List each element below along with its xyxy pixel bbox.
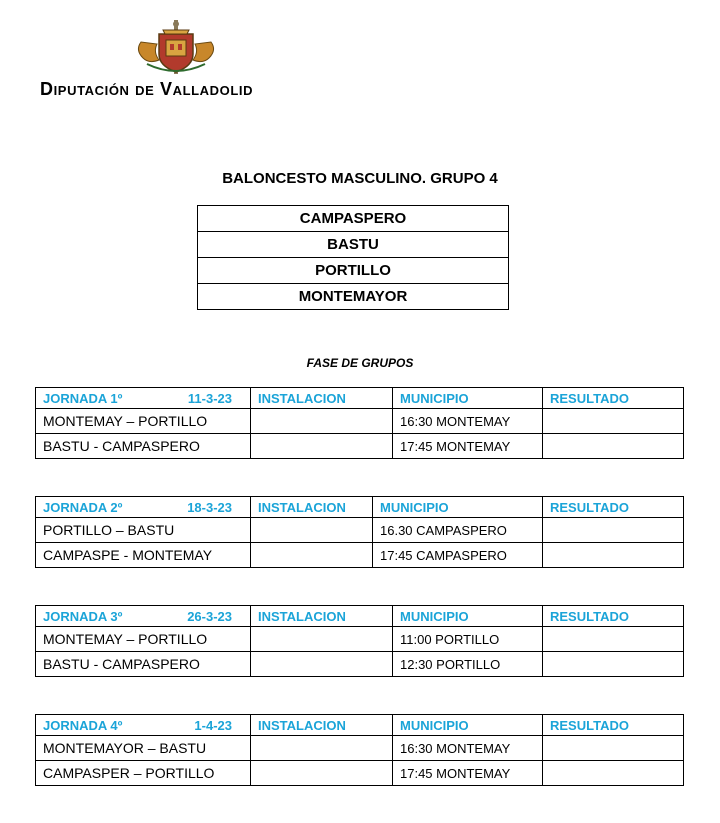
installation-header: INSTALACION	[251, 715, 393, 736]
municipality-header: MUNICIPIO	[393, 715, 543, 736]
match-installation	[251, 627, 393, 652]
round-table	[35, 714, 684, 786]
match-time: 16:30 MONTEMAY	[393, 736, 543, 761]
round-date: 11-3-23	[187, 390, 232, 406]
match-row	[36, 543, 684, 568]
match-result	[543, 627, 684, 652]
municipality-header: MUNICIPIO	[373, 497, 543, 518]
round-header-row	[36, 606, 684, 627]
round-label: JORNADA 1º	[43, 390, 123, 406]
match-row	[36, 518, 684, 543]
municipality-header: MUNICIPIO	[393, 606, 543, 627]
team-name: CAMPASPERO	[198, 206, 509, 232]
match-teams: BASTU - CAMPASPERO	[36, 652, 251, 677]
match-row	[36, 627, 684, 652]
round-table	[35, 387, 684, 459]
match-time: 11:00 PORTILLO	[393, 627, 543, 652]
round-table	[35, 605, 684, 677]
match-installation	[251, 518, 373, 543]
round-date: 1-4-23	[194, 717, 232, 733]
match-teams: MONTEMAY – PORTILLO	[36, 627, 251, 652]
round-header-row	[36, 388, 684, 409]
match-result	[543, 434, 684, 459]
result-header: RESULTADO	[543, 497, 684, 518]
round-date: 26-3-23	[187, 608, 232, 624]
round-label: JORNADA 4º	[43, 717, 123, 733]
match-teams: CAMPASPER – PORTILLO	[36, 761, 251, 786]
result-header: RESULTADO	[543, 606, 684, 627]
installation-header: INSTALACION	[251, 606, 393, 627]
coat-of-arms-icon	[133, 20, 219, 76]
match-row	[36, 761, 684, 786]
match-result	[543, 543, 684, 568]
match-installation	[251, 409, 393, 434]
match-time: 16:30 MONTEMAY	[393, 409, 543, 434]
result-header: RESULTADO	[543, 388, 684, 409]
match-teams: MONTEMAYOR – BASTU	[36, 736, 251, 761]
round-table	[35, 496, 684, 568]
match-teams: MONTEMAY – PORTILLO	[36, 409, 251, 434]
match-installation	[251, 761, 393, 786]
match-result	[543, 736, 684, 761]
match-time: 16.30 CAMPASPERO	[373, 518, 543, 543]
match-result	[543, 761, 684, 786]
match-teams: CAMPASPE - MONTEMAY	[36, 543, 251, 568]
match-result	[543, 652, 684, 677]
result-header: RESULTADO	[543, 715, 684, 736]
match-row	[36, 409, 684, 434]
match-installation	[251, 434, 393, 459]
match-teams: BASTU - CAMPASPERO	[36, 434, 251, 459]
match-installation	[251, 736, 393, 761]
teams-table	[197, 205, 509, 310]
municipality-header: MUNICIPIO	[393, 388, 543, 409]
match-time: 17:45 MONTEMAY	[393, 761, 543, 786]
team-name: BASTU	[198, 232, 509, 258]
round-header-row	[36, 497, 684, 518]
page-title: BALONCESTO MASCULINO. GRUPO 4	[222, 170, 498, 187]
match-installation	[251, 543, 373, 568]
organization-name: Diputación de Valladolid	[40, 79, 254, 99]
match-teams: PORTILLO – BASTU	[36, 518, 251, 543]
match-installation	[251, 652, 393, 677]
round-date: 18-3-23	[187, 499, 232, 515]
match-row	[36, 736, 684, 761]
phase-heading: FASE DE GRUPOS	[306, 356, 414, 370]
round-header-row	[36, 715, 684, 736]
match-time: 17:45 CAMPASPERO	[373, 543, 543, 568]
match-row	[36, 434, 684, 459]
match-time: 12:30 PORTILLO	[393, 652, 543, 677]
match-time: 17:45 MONTEMAY	[393, 434, 543, 459]
team-name: PORTILLO	[198, 258, 509, 284]
match-row	[36, 652, 684, 677]
installation-header: INSTALACION	[251, 497, 373, 518]
team-name: MONTEMAYOR	[198, 284, 509, 310]
round-label: JORNADA 2º	[43, 499, 123, 515]
match-result	[543, 518, 684, 543]
installation-header: INSTALACION	[251, 388, 393, 409]
match-result	[543, 409, 684, 434]
round-label: JORNADA 3º	[43, 608, 123, 624]
